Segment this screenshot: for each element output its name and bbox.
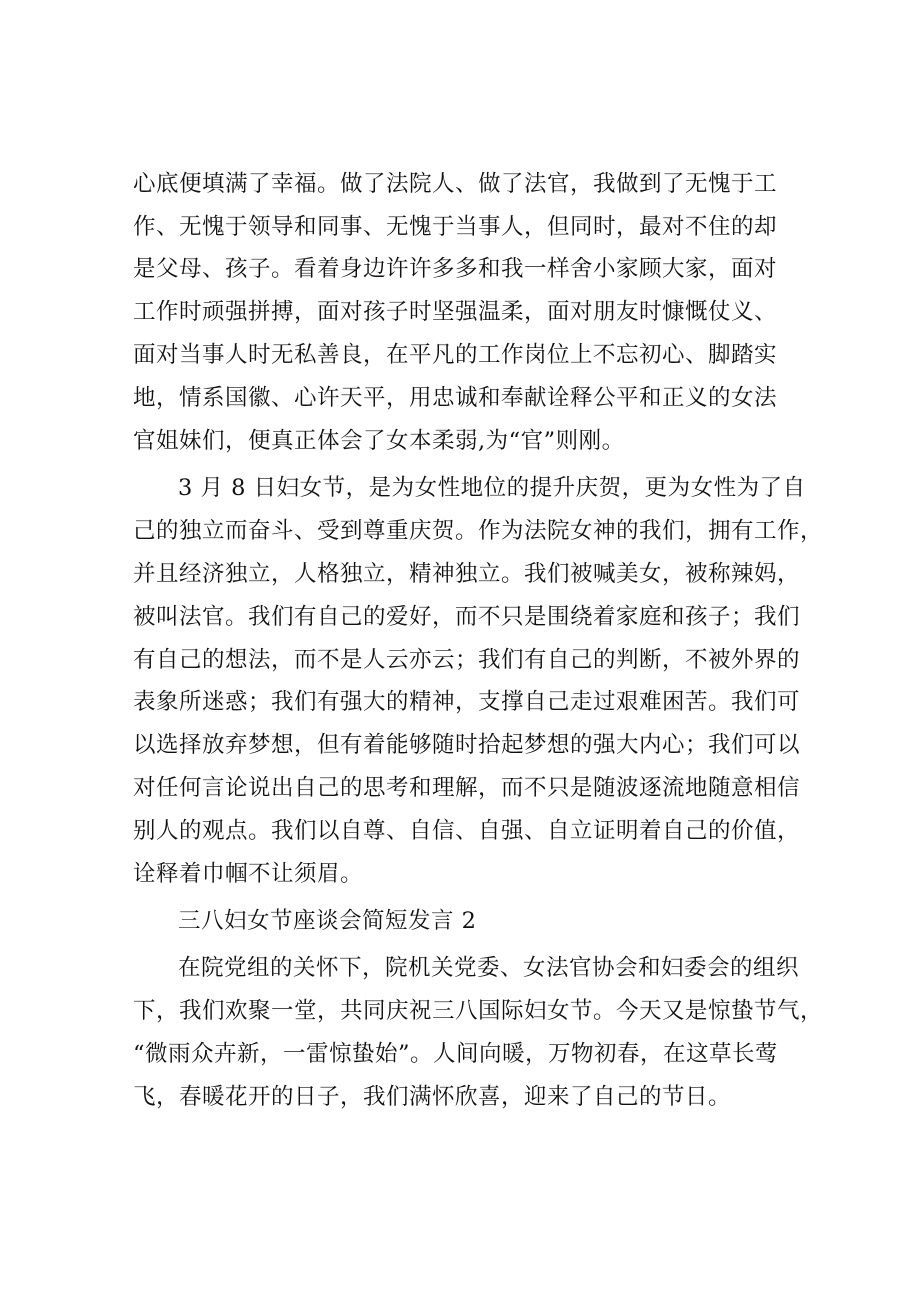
text-line: 地，情系国徽、心许天平，用忠诚和奉献诠释公平和正义的女法 bbox=[133, 385, 778, 411]
text-line: 心底便填满了幸福。做了法院人、做了法官，我做到了无愧于工 bbox=[133, 171, 778, 197]
text-line: 表象所迷惑；我们有强大的精神，支撑自己走过艰难困苦。我们可 bbox=[133, 689, 801, 715]
text-line: 己的独立而奋斗、受到尊重庆贺。作为法院女神的我们，拥有工作， bbox=[133, 518, 824, 544]
text-line: 诠释着巾帼不让须眉。 bbox=[133, 861, 364, 887]
text-line: 面对当事人时无私善良，在平凡的工作岗位上不忘初心、脚踏实 bbox=[133, 342, 778, 368]
text-line: 官姐妹们，便真正体会了女本柔弱,为“官”则刚。 bbox=[133, 428, 625, 454]
text-line: 作、无愧于领导和同事、无愧于当事人，但同时，最对不住的却 bbox=[133, 214, 778, 240]
text-line: 3 月 8 日妇女节，是为女性地位的提升庆贺，更为女性为了自 bbox=[178, 475, 806, 501]
text-line: 在院党组的关怀下，院机关党委、女法官协会和妇委会的组织 bbox=[178, 955, 800, 981]
text-line: 下，我们欢聚一堂，共同庆祝三八国际妇女节。今天又是惊蛰节气， bbox=[133, 998, 824, 1024]
text-line: 以选择放弃梦想，但有着能够随时拾起梦想的强大内心；我们可以 bbox=[133, 732, 801, 758]
text-line: “微雨众卉新，一雷惊蛰始”。人间向暖，万物初春，在这草长莺 bbox=[133, 1041, 779, 1067]
text-line: 工作时顽强拼搏，面对孩子时坚强温柔，面对朋友时慷慨仗义、 bbox=[133, 299, 778, 325]
text-line: 并且经济独立，人格独立，精神独立。我们被喊美女，被称辣妈， bbox=[133, 561, 801, 587]
text-line: 有自己的想法，而不是人云亦云；我们有自己的判断，不被外界的 bbox=[133, 647, 801, 673]
text-line: 别人的观点。我们以自尊、自信、自强、自立证明着自己的价值， bbox=[133, 818, 801, 844]
text-line: 对任何言论说出自己的思考和理解，而不只是随波逐流地随意相信 bbox=[133, 775, 801, 801]
section-heading: 三八妇女节座谈会简短发言 2 bbox=[178, 908, 477, 934]
text-line: 飞，春暖花开的日子，我们满怀欣喜，迎来了自己的节日。 bbox=[133, 1084, 732, 1110]
text-line: 是父母、孩子。看着身边许许多多和我一样舍小家顾大家，面对 bbox=[133, 256, 778, 282]
text-line: 被叫法官。我们有自己的爱好，而不只是围绕着家庭和孩子；我们 bbox=[133, 604, 801, 630]
